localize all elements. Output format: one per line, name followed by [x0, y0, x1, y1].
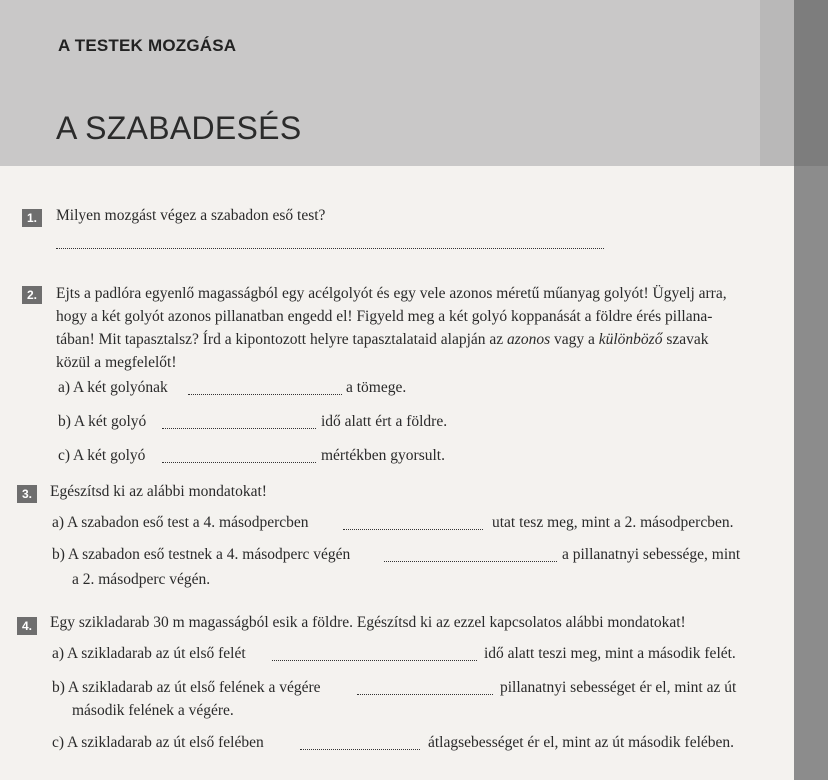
page-side-strip: [760, 166, 794, 780]
question-4a-prefix: a) A szikladarab az út első felét: [52, 645, 246, 662]
question-3b-suffix: a pillanatnyi sebessége, mint: [562, 546, 741, 563]
question-2-line-3: [56, 328, 756, 351]
question-4c-suffix: átlagsebességet ér el, mint az út második felében.: [428, 734, 735, 751]
question-3a-answer-field[interactable]: [343, 529, 483, 530]
question-3a-prefix: a) A szabadon eső test a 4. másodpercben: [52, 514, 309, 531]
word-kulonbozo: különböző: [598, 331, 663, 348]
question-2-badge: 2.: [22, 286, 42, 304]
question-3b-line-2: a 2. másodperc végén.: [72, 571, 211, 588]
question-4a-answer-field[interactable]: [272, 660, 477, 661]
question-2-line-4: közül a megfelelőt!: [56, 354, 177, 371]
question-2c-prefix: c) A két golyó: [58, 447, 146, 464]
question-3-text: Egészítsd ki az alábbi mondatokat!: [50, 483, 267, 500]
question-1-answer-field[interactable]: [56, 248, 604, 249]
question-4b-prefix: b) A szikladarab az út első felének a végére: [52, 679, 321, 696]
question-1-text: Milyen mozgást végez a szabadon eső test?: [56, 207, 326, 224]
question-2c-suffix: mértékben gyorsult.: [321, 447, 445, 464]
question-2c-answer-field[interactable]: [162, 462, 316, 463]
question-4b-line-2: második felének a végére.: [72, 702, 234, 719]
question-1-badge: 1.: [22, 209, 42, 227]
question-4-text: Egy szikladarab 30 m magasságból esik a földre. Egészítsd ki az ezzel kapcsolatos alábbi mondatokat!: [50, 614, 686, 631]
question-2b-answer-field[interactable]: [162, 428, 316, 429]
question-2-line-3-start: tában! Mit tapasztalsz? Írd a kipontozott helyre tapasztalataid alapján az: [56, 331, 504, 348]
word-azonos: azonos: [507, 331, 551, 348]
header-side-strip: [760, 0, 794, 166]
question-2a-suffix: a tömege.: [346, 379, 407, 396]
question-2-text: [56, 282, 756, 374]
page-title: A SZABADESÉS: [56, 110, 302, 146]
question-2-line-1: Ejts a padlóra egyenlő magasságból egy acélgolyót és egy vele azonos méretű műanyag golyót! Ügyelj arra,: [56, 285, 727, 302]
question-4b-suffix: pillanatnyi sebességet ér el, mint az út: [500, 679, 737, 696]
page-edge-bar-top: [794, 0, 828, 166]
question-4c-answer-field[interactable]: [300, 749, 420, 750]
chapter-title: A TESTEK MOZGÁSA: [58, 36, 237, 55]
question-4b-answer-field[interactable]: [357, 694, 493, 695]
question-2a-prefix: a) A két golyónak: [58, 379, 168, 396]
question-2-line-3-mid: vagy a: [553, 331, 595, 348]
question-4c-prefix: c) A szikladarab az út első felében: [52, 734, 264, 751]
question-2b-prefix: b) A két golyó: [58, 413, 147, 430]
question-3b-prefix: b) A szabadon eső testnek a 4. másodperc végén: [52, 546, 351, 563]
question-2-line-2: hogy a két golyót azonos pillanatban engedd el! Figyeld meg a két golyó koppanását a földre érés pillana-: [56, 308, 713, 325]
question-2-line-3-tail: szavak: [666, 331, 709, 348]
question-2a-answer-field[interactable]: [188, 394, 342, 395]
question-3b-answer-field[interactable]: [384, 561, 557, 562]
question-3-badge: 3.: [17, 485, 37, 503]
question-2b-suffix: idő alatt ért a földre.: [321, 413, 448, 430]
question-4-badge: 4.: [17, 617, 37, 635]
question-4a-suffix: idő alatt teszi meg, mint a második felét.: [484, 645, 736, 662]
question-3a-suffix: utat tesz meg, mint a 2. másodpercben.: [492, 514, 734, 531]
